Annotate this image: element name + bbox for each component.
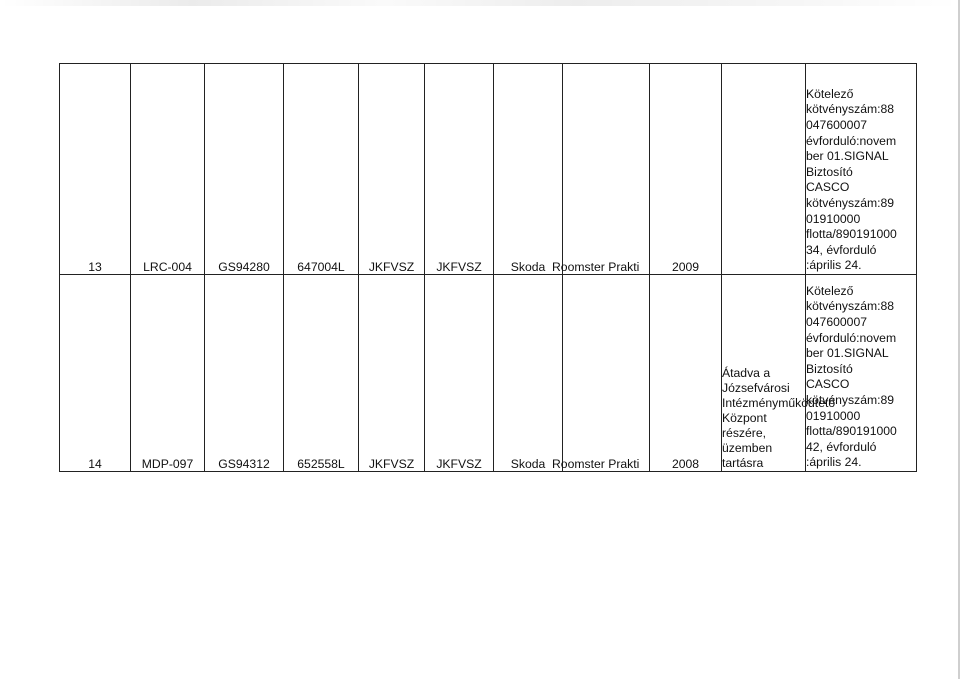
insurance-line: kötvényszám:88	[806, 299, 895, 314]
note-cell	[722, 64, 806, 275]
scan-artifact-top	[0, 0, 960, 6]
model-text: Roomster Prakti	[552, 260, 640, 274]
table-row	[60, 275, 917, 472]
year-cell: 2008	[650, 275, 722, 472]
owner-cell: JKFVSZ	[359, 275, 425, 472]
insurance-line: Kötelező	[806, 86, 854, 101]
note-line: Józsefvárosi	[722, 381, 790, 395]
note-line: tartásra	[722, 456, 764, 470]
make-cell: Skoda	[494, 64, 563, 275]
insurance-line: 047600007	[806, 315, 868, 330]
insurance-line: 047600007	[806, 118, 868, 133]
insurance-line: flotta/890191000	[806, 424, 897, 439]
note-line: Központ	[722, 411, 767, 425]
model-cell	[552, 64, 650, 275]
insurance-line: ber 01.SIGNAL	[806, 346, 889, 361]
insurance-cell	[806, 275, 917, 472]
insurance-line: évforduló:novem	[806, 330, 897, 345]
inventory-code-cell: GS94312	[205, 275, 284, 472]
insurance-line: évforduló:novem	[806, 133, 897, 148]
asset-code-cell: 647004L	[284, 64, 359, 275]
inventory-code-cell: GS94280	[205, 64, 284, 275]
year-cell: 2009	[650, 64, 722, 275]
note-line: részére,	[722, 426, 767, 440]
note-line: üzemben	[722, 441, 773, 455]
row-number-cell: 13	[60, 64, 131, 275]
insurance-line: kötvényszám:89	[806, 393, 895, 408]
insurance-line: 42, évforduló	[806, 439, 877, 454]
operator-cell: JKFVSZ	[425, 64, 494, 275]
model-cell	[552, 275, 650, 472]
insurance-line: :április 24.	[806, 455, 862, 470]
insurance-line: CASCO	[806, 180, 850, 195]
insurance-line: flotta/890191000	[806, 227, 897, 242]
insurance-line: 01910000	[806, 211, 861, 226]
insurance-cell	[806, 64, 917, 275]
row-number-cell: 14	[60, 275, 131, 472]
insurance-line: ber 01.SIGNAL	[806, 149, 889, 164]
owner-cell: JKFVSZ	[359, 64, 425, 275]
insurance-line: kötvényszám:88	[806, 102, 895, 117]
insurance-line: Biztosító	[806, 164, 853, 179]
insurance-line: Biztosító	[806, 361, 853, 376]
table-row	[60, 64, 917, 275]
insurance-line: Kötelező	[806, 283, 854, 298]
insurance-line: 01910000	[806, 408, 861, 423]
insurance-line: 34, évforduló	[806, 242, 877, 257]
insurance-line: CASCO	[806, 377, 850, 392]
note-line: Intézményműködtető	[722, 396, 836, 410]
asset-code-cell: 652558L	[284, 275, 359, 472]
note-line: Átadva a	[722, 366, 771, 380]
plate-number-cell: LRC-004	[131, 64, 205, 275]
operator-cell: JKFVSZ	[425, 275, 494, 472]
make-cell: Skoda	[494, 275, 563, 472]
insurance-line: :április 24.	[806, 258, 862, 273]
vehicle-register-table	[59, 63, 917, 472]
plate-number-cell: MDP-097	[131, 275, 205, 472]
insurance-line: kötvényszám:89	[806, 196, 895, 211]
model-text: Roomster Prakti	[552, 457, 640, 471]
